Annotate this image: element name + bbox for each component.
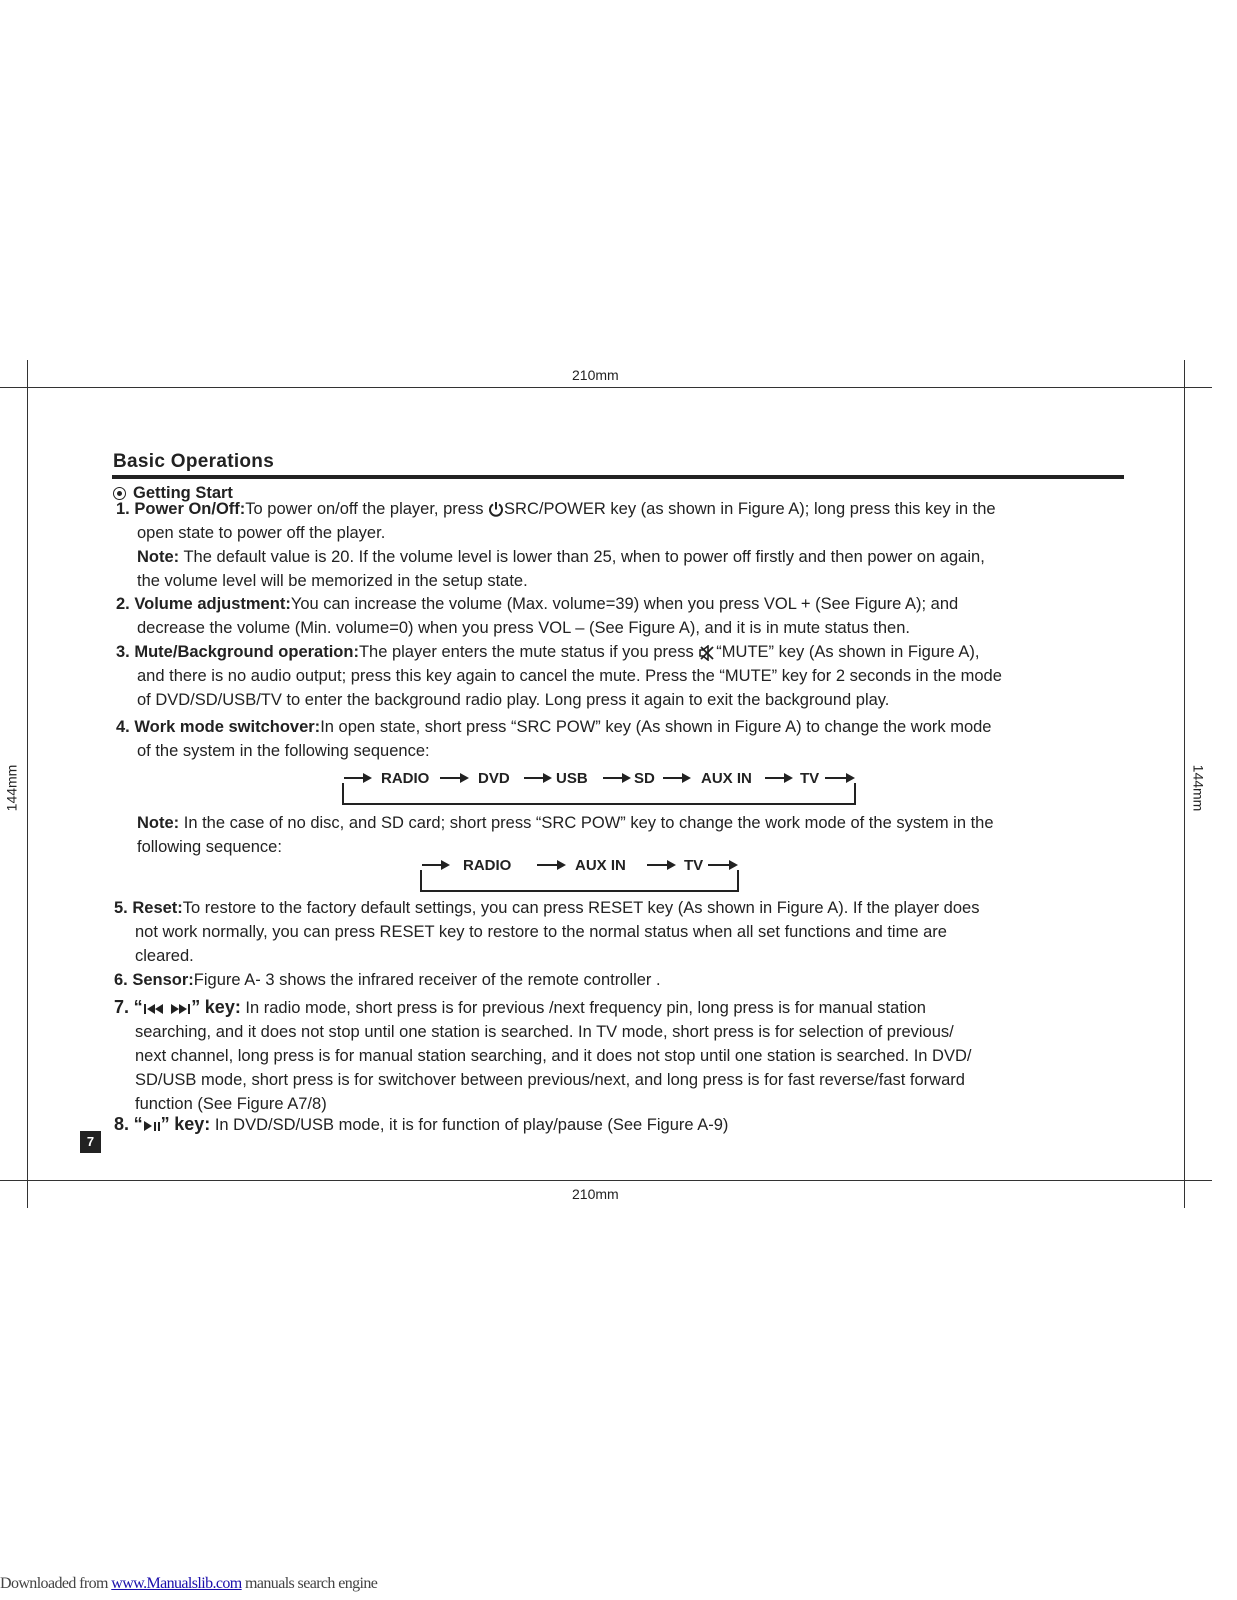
item-power-line2: open state to power off the player. (137, 524, 386, 542)
seq1-arrow-2 (524, 777, 550, 779)
item-power-note-line2: the volume level will be memorized in the setup state. (137, 572, 528, 590)
item-prev-next-line3: next channel, long press is for manual station searching, and it does not stop until one station is searched. In DVD/ (135, 1047, 972, 1065)
seq2-tv: TV (684, 857, 704, 874)
seq1-sd: SD (634, 770, 655, 787)
item-volume-line1: 2. Volume adjustment:You can increase the volume (Max. volume=39) when you press VOL + (See Figure A); and (116, 595, 959, 613)
workmode-note-line1: Note: In the case of no disc, and SD card; short press “SRC POW” key to change the work mode of the system in the (137, 814, 994, 832)
item-workmode (116, 715, 1136, 763)
item-play-pause-line1: 8. “ ” key: In DVD/SD/USB mode, it is for function of play/pause (See Figure A-9) (114, 1114, 729, 1134)
title-underline (112, 475, 1124, 479)
subsection-title: Getting Start (133, 484, 233, 502)
item-mute (116, 640, 1136, 712)
sequence2-entry-arrow (422, 864, 448, 866)
item-workmode-note (116, 811, 1136, 859)
item-volume-line2: decrease the volume (Min. volume=0) when you press VOL – (See Figure A), and it is in mute status then. (137, 619, 910, 637)
section-title: Basic Operations (113, 451, 275, 472)
item-mute-line3: of DVD/SD/USB/TV to enter the background radio play. Long press it again to exit the background play. (137, 691, 890, 709)
item-workmode-line2: of the system in the following sequence: (137, 742, 430, 760)
workmode-note-line2: following sequence: (137, 838, 282, 856)
item-power (116, 497, 1136, 593)
seq1-arrow-4 (663, 777, 689, 779)
play-pause-icon (143, 1120, 161, 1132)
right-trim-line (1184, 360, 1185, 1208)
mute-speaker-icon (698, 645, 716, 661)
item-workmode-line1: 4. Work mode switchover:In open state, short press “SRC POW” key (As shown in Figure A) to change the work mode (116, 718, 992, 736)
item-power-note: Note: The default value is 20. If the volume level is lower than 25, when to power off firstly and then power on again, (137, 548, 985, 566)
seq1-arrow-exit (825, 777, 853, 779)
item-mute-line2: and there is no audio output; press this key again to cancel the mute. Press the “MUTE” key for 2 seconds in the mode (137, 667, 1002, 685)
seq1-radio: RADIO (381, 770, 430, 787)
item-reset-line1: 5. Reset:To restore to the factory default settings, you can press RESET key (As shown in Figure A). If the player does (114, 899, 980, 917)
page-number: 7 (80, 1131, 101, 1153)
seq1-arrow-3 (603, 777, 629, 779)
seq1-aux-in: AUX IN (701, 770, 752, 787)
item-prev-next-line2: searching, and it does not stop until one station is searched. In TV mode, short press is for selection of previous/ (135, 1023, 954, 1041)
seq2-arrow-1 (537, 864, 564, 866)
item-sensor (114, 968, 1134, 992)
seq1-arrow-1 (440, 777, 467, 779)
seq1-arrow-5 (765, 777, 791, 779)
item-prev-next-line1: 7. “ ” key: In radio mode, short press is for previous /next frequency pin, long press is for manual station (114, 997, 926, 1017)
item-play-pause (114, 1112, 1134, 1137)
seq1-dvd: DVD (478, 770, 510, 787)
item-volume (116, 592, 1136, 640)
item-reset-line2: not work normally, you can press RESET key to restore to the normal status when all set functions and time are (135, 923, 947, 941)
item-sensor-line1: 6. Sensor:Figure A- 3 shows the infrared receiver of the remote controller . (114, 971, 661, 989)
seq2-arrow-2 (647, 864, 674, 866)
top-width-label: 210mm (572, 367, 619, 383)
sequence1-entry-arrow (344, 777, 370, 779)
previous-track-icon (143, 1003, 165, 1015)
top-trim-line (0, 387, 1212, 388)
download-footer: Downloaded from www.Manualslib.com manuals search engine (0, 1575, 378, 1592)
item-power-line1: 1. Power On/Off:To power on/off the player, press SRC/POWER key (as shown in Figure A); long press this key in the (116, 500, 996, 518)
item-prev-next (114, 995, 1134, 1116)
manualslib-link[interactable]: www.Manualslib.com (111, 1575, 242, 1592)
bottom-trim-line (0, 1180, 1212, 1181)
item-prev-next-line5: function (See Figure A7/8) (135, 1095, 327, 1113)
item-reset (114, 896, 1134, 968)
seq1-usb: USB (556, 770, 588, 787)
item-prev-next-line4: SD/USB mode, short press is for switchover between previous/next, and long press is for fast reverse/fast forward (135, 1071, 965, 1089)
left-trim-line (27, 360, 28, 1208)
power-icon (488, 501, 504, 518)
seq2-aux-in: AUX IN (575, 857, 626, 874)
seq1-tv: TV (800, 770, 820, 787)
bottom-width-label: 210mm (572, 1186, 619, 1202)
item-reset-line3: cleared. (135, 947, 194, 965)
left-height-label: 144mm (3, 764, 20, 812)
seq2-radio: RADIO (463, 857, 512, 874)
seq2-arrow-exit (708, 864, 736, 866)
item-mute-line1: 3. Mute/Background operation:The player enters the mute status if you press “MUTE” key (As shown in Figure A), (116, 643, 980, 661)
next-track-icon (169, 1003, 191, 1015)
right-height-label: 144mm (1190, 764, 1207, 812)
